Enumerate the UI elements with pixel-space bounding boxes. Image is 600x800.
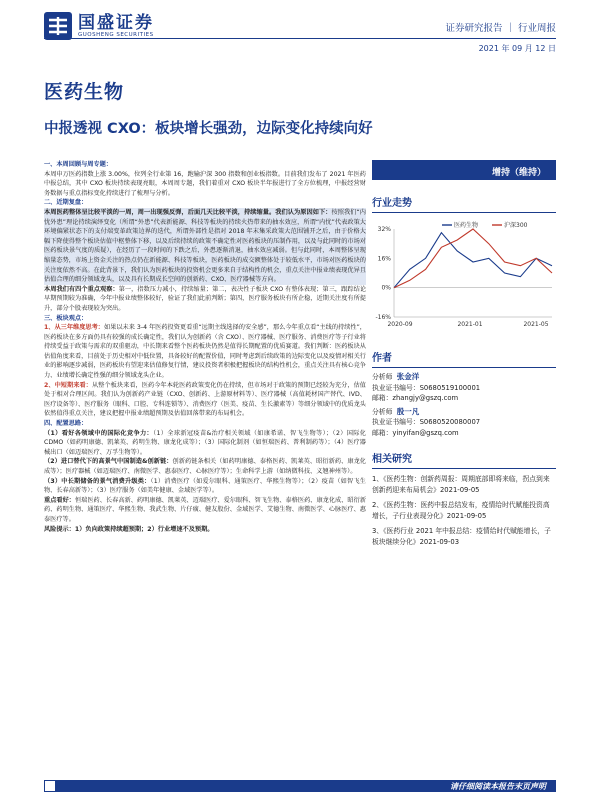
body-text: 按照我们“内忧外患”理论持续演绎变化（所谓“外患”代表新能源、科技等板块的持续火热带来的抽水效应，所谓“内忧”代表政策大环境偏紧状态下的支付端变革政策边界的迭代，所谓外部性是指对 2018 年末集采政策大范围铺开之后，由于价格大幅下降使得整个板块估值中枢整体下移，以及后续持续的政策不确定性对医药板块的压制作用，以及与此同时的市场对医药板块景气度的质疑），在经历了一段时间的下跌之后，外患逐渐消退，抽水效应减弱。但与此同时，本周整体呈现缩量态势，市场上资金关注的热点仍在新能源、科技等板块，医药板块的成交额整体处于较低水平，市场对医药板块的关注度依然不高。在此背景下，我们认为医药板块的投资机会更多来自于结构性的机会，重点关注中报业绩表现优异且估值合理的细分领域龙头，以及具有长期成长空间的创新药、CXO、医疗器械等方向。 [44, 208, 366, 284]
body-text: 创新药链条相关（如药明康德、泰格医药、凯莱英、昭衍新药、康龙化成等）；医疗器械（如迈瑞医疗、南微医学、惠泰医疗、心脉医疗等）；生命科学上游（如纳微科技、义翘神州等）。 [44, 458, 366, 475]
legend-label: 沪深300 [504, 222, 528, 229]
report-type: 证券研究报告 ｜ 行业周报 [445, 23, 556, 34]
logo-cn: 国盛证券 [78, 13, 154, 33]
related-item[interactable]: 3、《医药行业 2021 年中报总结：疫情给时代赋能增长，子板块继续分化》2021-09-03 [372, 527, 551, 546]
logo-en: GUOSHENG SECURITIES [78, 32, 154, 38]
analyst-label: 分析师 [372, 407, 393, 416]
author-title: 作者 [372, 349, 556, 368]
series-line [394, 233, 552, 288]
config-head: （1）看好各领域中的国际化竞争力： [44, 429, 154, 437]
x-tick-label: 2021-01 [457, 321, 483, 328]
qr-code-icon [44, 780, 56, 792]
analyst-cert: 执业证书编号：S0680519100001 [372, 383, 481, 392]
related-item[interactable]: 1、《医药生物：创新药周报：周期底部即将来临，拐点到来创新药迎来布局机会》2021-09-05 [372, 475, 550, 494]
related-title: 相关研究 [372, 450, 556, 469]
config-head: （2）进口替代下的高景气中国制造&创新链： [44, 458, 173, 466]
analyst-label: 分析师 [372, 373, 393, 381]
section-head: 一、本周回顾与周专题： [44, 161, 113, 168]
company-logo [44, 12, 154, 40]
report-header [0, 0, 600, 53]
footer-text: 请仔细阅读本报告末页声明 [450, 782, 546, 791]
section-head: 四、配置思路： [44, 420, 88, 428]
analyst-name: 张金洋 [396, 372, 420, 381]
lead-text: 本周医药整体呈比较平淡的一周，周一出现强反弹，后面几天比较平淡，持续缩量。我们认为原因如下： [44, 208, 332, 216]
y-tick-label: 0% [381, 284, 391, 292]
body-text: 第一，指数压力减小，持续缩量；第二，表决性子板块 CXO 有整体表现；第三，跟踪结论早期预期较为准确，今年中报业绩整体较好，验证了我们此前判断；第四，医疗服务板块有所企稳，近期关注度有所提升，部分个股表现较为突出。 [44, 285, 367, 312]
x-tick-label: 2020-09 [387, 321, 413, 328]
logo-icon [44, 12, 72, 40]
point-head: 2、中短期来看： [44, 381, 92, 389]
legend-label: 医药生物 [454, 222, 479, 229]
section-head: 三、板块观点： [44, 314, 88, 322]
sector-title: 医药生物 [44, 81, 125, 103]
x-tick-label: 2021-05 [523, 321, 549, 328]
footer-bar [44, 780, 556, 792]
series-line [394, 229, 552, 288]
y-tick-label: -16% [375, 314, 391, 321]
body-text: 如果以未来 3-4 年医药投资更看重“远期主线选择的安全感”，那么今年重点看“主线的持续性”，医药板块在多方面仍具有较强的成长确定性，我们认为创新药（含 CXO）、医疗器械、医疗服务、消费医疗等子行业将持续受益于政策与需求的双重驱动，中长期来看整个医药板块仍然是值得长期配置的优质赛道。我们判断：医药板块从估值角度来看，目前处于历史相对中低位置，具备较好的配置价值，同时考虑到后续政策的边际变化以及疫情对相关行业的影响逐步减弱，医药板块有望迎来估值修复行情，建议投资者积极把握板块的结构性机会，重点关注具有核心竞争力、业绩增长确定性强的细分领域龙头企业。 [44, 324, 366, 380]
analyst-mail[interactable]: 邮箱：yinyifan@gszq.com [372, 428, 459, 437]
body-text: 恒瑞医药、长春高新、药明康德、凯莱英、迈瑞医疗、爱尔眼科、智飞生物、泰格医药、康龙化成、昭衍新药、药明生物、通策医疗、华熙生物、我武生物、片仔癀、健友股份、金域医学、艾德生物、南微医学、心脉医疗、惠泰医疗等。 [44, 496, 367, 523]
related-item[interactable]: 2、《医药生物：医药中报总结发布，疫情给时代赋能投资高增长，子行业表现分化》2021-09-05 [372, 501, 550, 520]
analyst-block [372, 372, 556, 438]
y-tick-label: 32% [377, 226, 391, 233]
analyst-name: 殷一凡 [396, 406, 420, 416]
analyst-cert: 执业证书编号：S0680520080007 [372, 418, 481, 426]
body-text: 本周申万医药指数上涨 3.00%，位列全行业第 16，跑输沪深 300 指数和创业板指数。目前我们发布了 2021 年医药中报总结，其中 CXO 板块持续表现亮眼，本周周专题，我们着重对 CXO 板块半年报进行了全方位梳理，中报经营财务数据与重点指标变化持续进行了梳理与分析。 [44, 170, 366, 197]
sidebar [372, 160, 556, 552]
trend-title: 行业走势 [372, 194, 556, 213]
section-head: 本周我们有四个重点观察： [44, 285, 119, 293]
header-divider [44, 38, 556, 39]
analyst-mail[interactable]: 邮箱：zhangjy@gszq.com [372, 394, 459, 402]
point-head: 1、从三年维度思考： [44, 324, 104, 332]
risk-note: 风险提示：1）负向政策持续超预期；2）行业增速不及预期。 [44, 525, 214, 533]
y-tick-label: 16% [377, 255, 391, 263]
main-body [44, 160, 366, 534]
body-text: 从整个板块来看，医药今年本轮医药政策变化仍在持续，但市场对于政策的预期已经较为充分，估值处于相对合理区间。我们认为创新药产业链（CXO、创新药、上游原材料等）、医疗器械（高值耗材国产替代、IVD、医疗设备等）、医疗服务（眼科、口腔、专科连锁等）、消费医疗（医美、疫苗、生长激素等）等细分领域中的优质龙头依然值得重点关注，建议把握中报业绩超预期及估值回落带来的布局机会。 [44, 381, 366, 418]
rating-badge: 增持（维持） [372, 160, 556, 180]
body-text: （1）全球新冠疫苗&治疗相关领域（如康希诺、智飞生物等）；（2）国际化CDMO（如药明康德、凯莱英、药明生物、康龙化成等）；（3）国际化制剂（如恒瑞医药、普利制药等）；（4）医疗器械出口（如迈瑞医疗、万孚生物等）。 [44, 429, 366, 456]
config-head: 重点看好： [44, 496, 75, 504]
body-text: （1）消费医疗（如爱尔眼科、通策医疗、华熙生物等）；（2）疫苗（如智飞生物、长春高新等）；（3）医疗服务（如美年健康、金域医学等）。 [44, 477, 366, 495]
config-head: （3）中长期储备的景气消费升级类： [44, 477, 151, 485]
report-title: 中报透视 CXO：板块增长强劲，边际变化持续向好 [44, 121, 373, 137]
related-list [372, 474, 556, 548]
trend-chart [372, 217, 556, 335]
section-head: 二、近期复盘： [44, 199, 88, 207]
report-date: 2021 年 09 月 12 日 [478, 44, 556, 53]
